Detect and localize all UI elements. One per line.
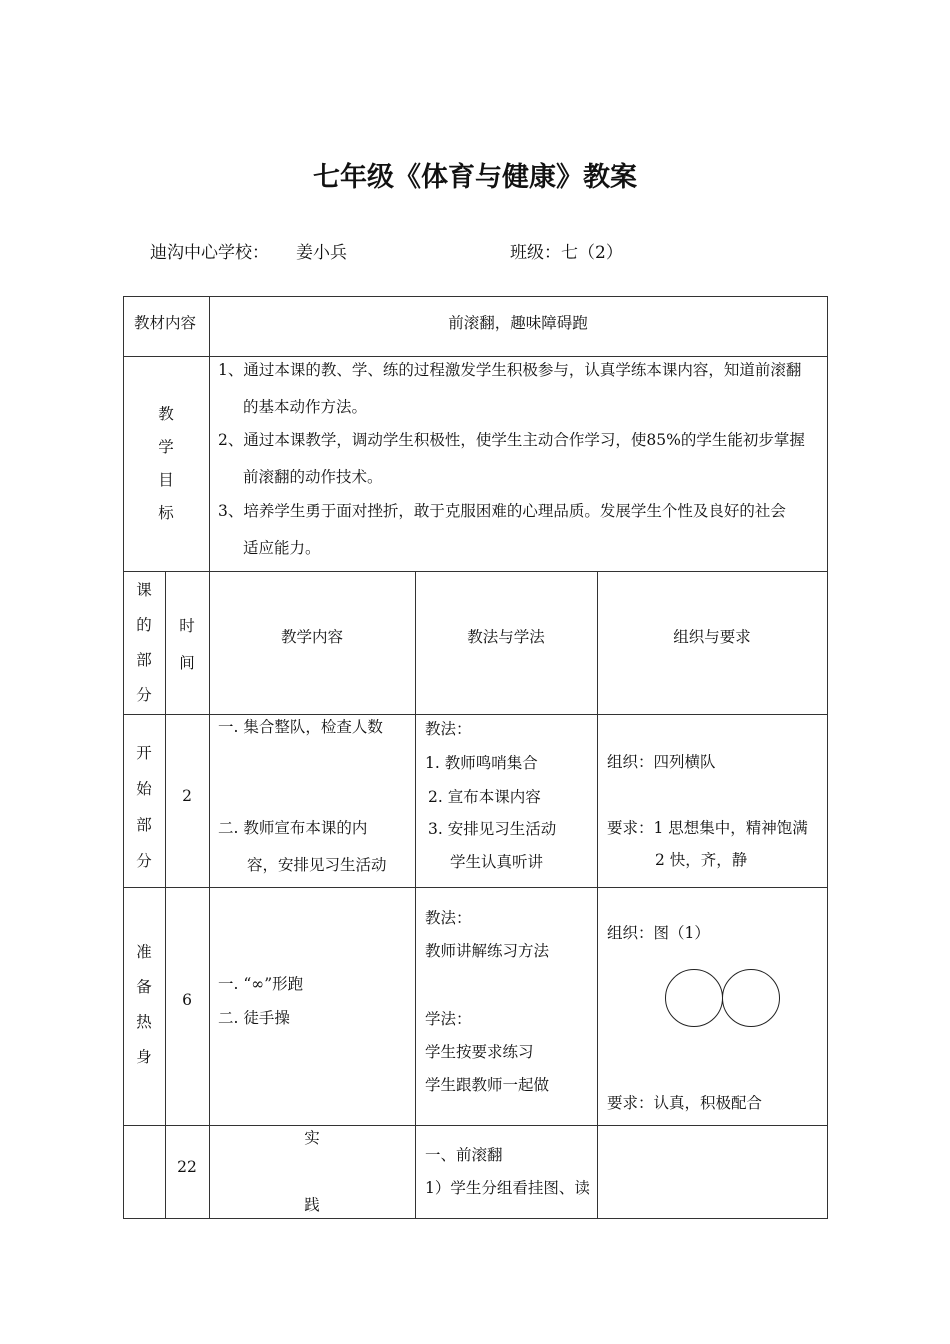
document-title: 七年级《体育与健康》教案	[313, 162, 637, 193]
warmup-method-1: 教法：	[425, 909, 472, 927]
class-label: 班级：七（2）	[510, 243, 623, 263]
warmup-org-2: 要求：认真，积极配合	[607, 1094, 763, 1112]
warmup-part: 准 备 热 身	[136, 943, 152, 1066]
start-content-3: 容，安排见习生活动	[247, 856, 387, 874]
warmup-org-1: 组织：图（1）	[607, 924, 710, 942]
goal-line-2: 的基本动作方法。	[243, 398, 368, 416]
start-org-3: 2 快，齐，静	[655, 851, 748, 869]
warmup-method-5: 学生跟教师一起做	[425, 1076, 550, 1094]
warmup-method-2: 教师讲解练习方法	[425, 942, 550, 960]
start-method-2: 1. 教师鸣哨集合	[425, 754, 538, 772]
header-method: 教法与学法	[467, 628, 545, 646]
header-org: 组织与要求	[673, 628, 751, 646]
practice-time: 22	[177, 1158, 197, 1176]
start-content-1: 一. 集合整队，检查人数	[218, 718, 383, 736]
start-org-2: 要求：1 思想集中，精神饱满	[607, 819, 808, 837]
start-org-1: 组织：四列横队	[607, 753, 716, 771]
header-time: 时 间	[179, 617, 195, 672]
header-content: 教学内容	[280, 628, 343, 646]
start-method-3: 2. 宣布本课内容	[428, 788, 541, 806]
practice-method-2: 1）学生分组看挂图、读	[425, 1179, 590, 1197]
header-part: 课 的 部 分	[136, 581, 152, 704]
warmup-method-4: 学生按要求练习	[425, 1043, 534, 1061]
teacher-name: 姜小兵	[296, 243, 347, 263]
warmup-content-2: 二. 徒手操	[218, 1009, 290, 1027]
material-label: 教材内容	[134, 314, 197, 332]
practice-method-1: 一、前滚翻	[425, 1146, 503, 1164]
start-part: 开 始 部 分	[136, 744, 152, 870]
material-value: 前滚翻，趣味障碍跑	[448, 314, 588, 332]
warmup-content-1: 一. “∞”形跑	[218, 975, 304, 993]
start-time: 2	[182, 787, 192, 805]
warmup-time: 6	[182, 991, 192, 1009]
start-method-4: 3. 安排见习生活动	[428, 820, 557, 838]
warmup-method-3: 学法：	[425, 1010, 472, 1028]
goal-line-4: 前滚翻的动作技术。	[243, 468, 383, 486]
goal-line-1: 1、通过本课的教、学、练的过程激发学生积极参与，认真学练本课内容，知道前滚翻	[218, 361, 802, 379]
goal-label: 教 学 目 标	[158, 405, 174, 522]
start-method-5: 学生认真听讲	[450, 853, 544, 871]
goal-line-3: 2、通过本课教学，调动学生积极性，使学生主动合作学习，使85%的学生能初步掌握	[218, 431, 805, 449]
start-content-2: 二. 教师宣布本课的内	[218, 819, 368, 837]
practice-content-2: 践	[304, 1196, 320, 1214]
goal-line-6: 适应能力。	[243, 539, 321, 557]
start-method-1: 教法：	[425, 720, 472, 738]
practice-content-1: 实	[304, 1129, 320, 1147]
school-name: 迪沟中心学校：	[150, 243, 269, 263]
goal-line-5: 3、培养学生勇于面对挫折，敢于克服困难的心理品质。发展学生个性及良好的社会	[218, 502, 786, 520]
